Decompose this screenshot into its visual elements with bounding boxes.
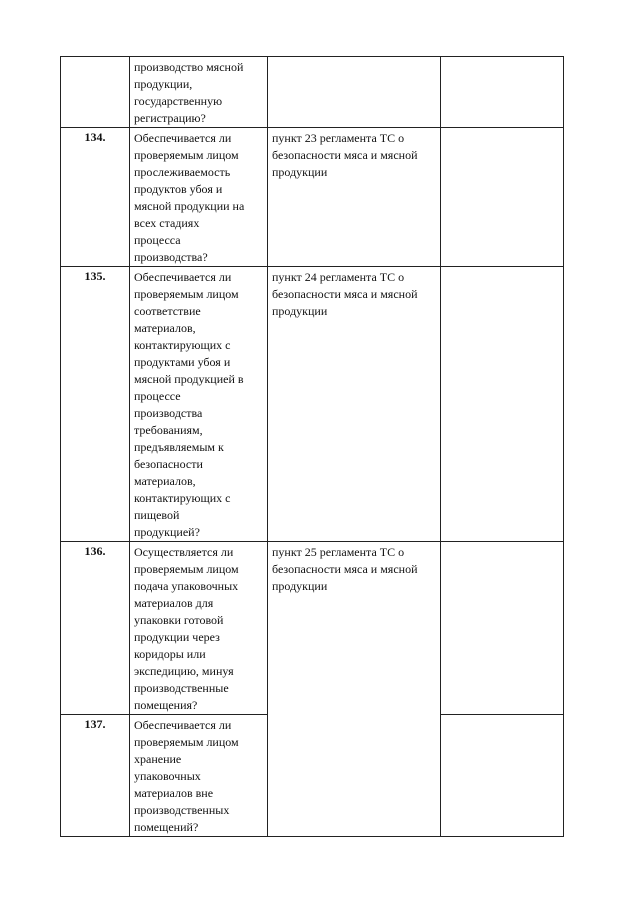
question-line: производство мясной bbox=[134, 60, 244, 74]
question-line: подача упаковочных bbox=[134, 579, 239, 593]
reference-line: продукции bbox=[272, 165, 328, 179]
question-line: Обеспечивается ли bbox=[134, 131, 232, 145]
question-line: предъявляемым к bbox=[134, 440, 224, 454]
question-line: материалов, bbox=[134, 321, 196, 335]
question-line: производственные bbox=[134, 681, 229, 695]
reference-line: безопасности мяса и мясной bbox=[272, 148, 418, 162]
question-line: требованиям, bbox=[134, 423, 203, 437]
question-line: процессе bbox=[134, 389, 181, 403]
question-line: соответствие bbox=[134, 304, 201, 318]
question-line: продукцией? bbox=[134, 525, 200, 539]
question-line: проверяемым лицом bbox=[134, 287, 239, 301]
question-line: государственную bbox=[134, 94, 223, 108]
row-number: 136. bbox=[61, 542, 130, 715]
question-line: мясной продукцией в bbox=[134, 372, 244, 386]
question-line: контактирующих с bbox=[134, 338, 231, 352]
row-number: 134. bbox=[61, 128, 130, 267]
question-cell bbox=[130, 267, 268, 542]
question-line: материалов вне bbox=[134, 786, 214, 800]
reference-cell bbox=[268, 267, 441, 542]
table-row bbox=[61, 542, 564, 715]
question-line: проверяемым лицом bbox=[134, 562, 239, 576]
question-line: упаковки готовой bbox=[134, 613, 224, 627]
question-line: материалов для bbox=[134, 596, 214, 610]
notes-cell bbox=[441, 128, 564, 267]
row-number: 135. bbox=[61, 267, 130, 542]
question-cell bbox=[130, 542, 268, 715]
notes-cell bbox=[441, 542, 564, 715]
question-line: продукции через bbox=[134, 630, 220, 644]
question-cell bbox=[130, 128, 268, 267]
question-line: Осуществляется ли bbox=[134, 545, 234, 559]
question-line: продуктов убоя и bbox=[134, 182, 223, 196]
question-cell bbox=[130, 57, 268, 128]
question-line: упаковочных bbox=[134, 769, 201, 783]
question-line: контактирующих с bbox=[134, 491, 231, 505]
notes-cell bbox=[441, 267, 564, 542]
question-line: производственных bbox=[134, 803, 230, 817]
question-line: регистрацию? bbox=[134, 111, 206, 125]
question-line: Обеспечивается ли bbox=[134, 718, 232, 732]
table-row bbox=[61, 128, 564, 267]
notes-cell bbox=[441, 57, 564, 128]
question-line: экспедицию, минуя bbox=[134, 664, 234, 678]
reference-line: продукции bbox=[272, 304, 328, 318]
table-row bbox=[61, 267, 564, 542]
question-line: проверяемым лицом bbox=[134, 735, 239, 749]
row-number: 137. bbox=[61, 715, 130, 837]
question-line: производства? bbox=[134, 250, 208, 264]
question-line: Обеспечивается ли bbox=[134, 270, 232, 284]
table-row bbox=[61, 57, 564, 128]
question-line: помещений? bbox=[134, 820, 199, 834]
question-line: материалов, bbox=[134, 474, 196, 488]
question-line: безопасности bbox=[134, 457, 203, 471]
reference-cell bbox=[268, 542, 441, 837]
reference-line: безопасности мяса и мясной bbox=[272, 562, 418, 576]
reference-line: пункт 24 регламента ТС о bbox=[272, 270, 405, 284]
checklist-table bbox=[60, 56, 564, 837]
reference-line: безопасности мяса и мясной bbox=[272, 287, 418, 301]
question-line: процесса bbox=[134, 233, 181, 247]
notes-cell bbox=[441, 715, 564, 837]
question-line: мясной продукции на bbox=[134, 199, 245, 213]
question-line: хранение bbox=[134, 752, 182, 766]
question-line: проверяемым лицом bbox=[134, 148, 239, 162]
reference-line: пункт 23 регламента ТС о bbox=[272, 131, 405, 145]
question-line: продукции, bbox=[134, 77, 193, 91]
question-line: производства bbox=[134, 406, 203, 420]
reference-cell bbox=[268, 128, 441, 267]
question-cell bbox=[130, 715, 268, 837]
reference-line: продукции bbox=[272, 579, 328, 593]
reference-line: пункт 25 регламента ТС о bbox=[272, 545, 405, 559]
question-line: пищевой bbox=[134, 508, 180, 522]
question-line: коридоры или bbox=[134, 647, 206, 661]
question-line: продуктами убоя и bbox=[134, 355, 231, 369]
question-line: помещения? bbox=[134, 698, 198, 712]
question-line: прослеживаемость bbox=[134, 165, 231, 179]
row-number bbox=[61, 57, 130, 128]
reference-cell bbox=[268, 57, 441, 128]
question-line: всех стадиях bbox=[134, 216, 200, 230]
